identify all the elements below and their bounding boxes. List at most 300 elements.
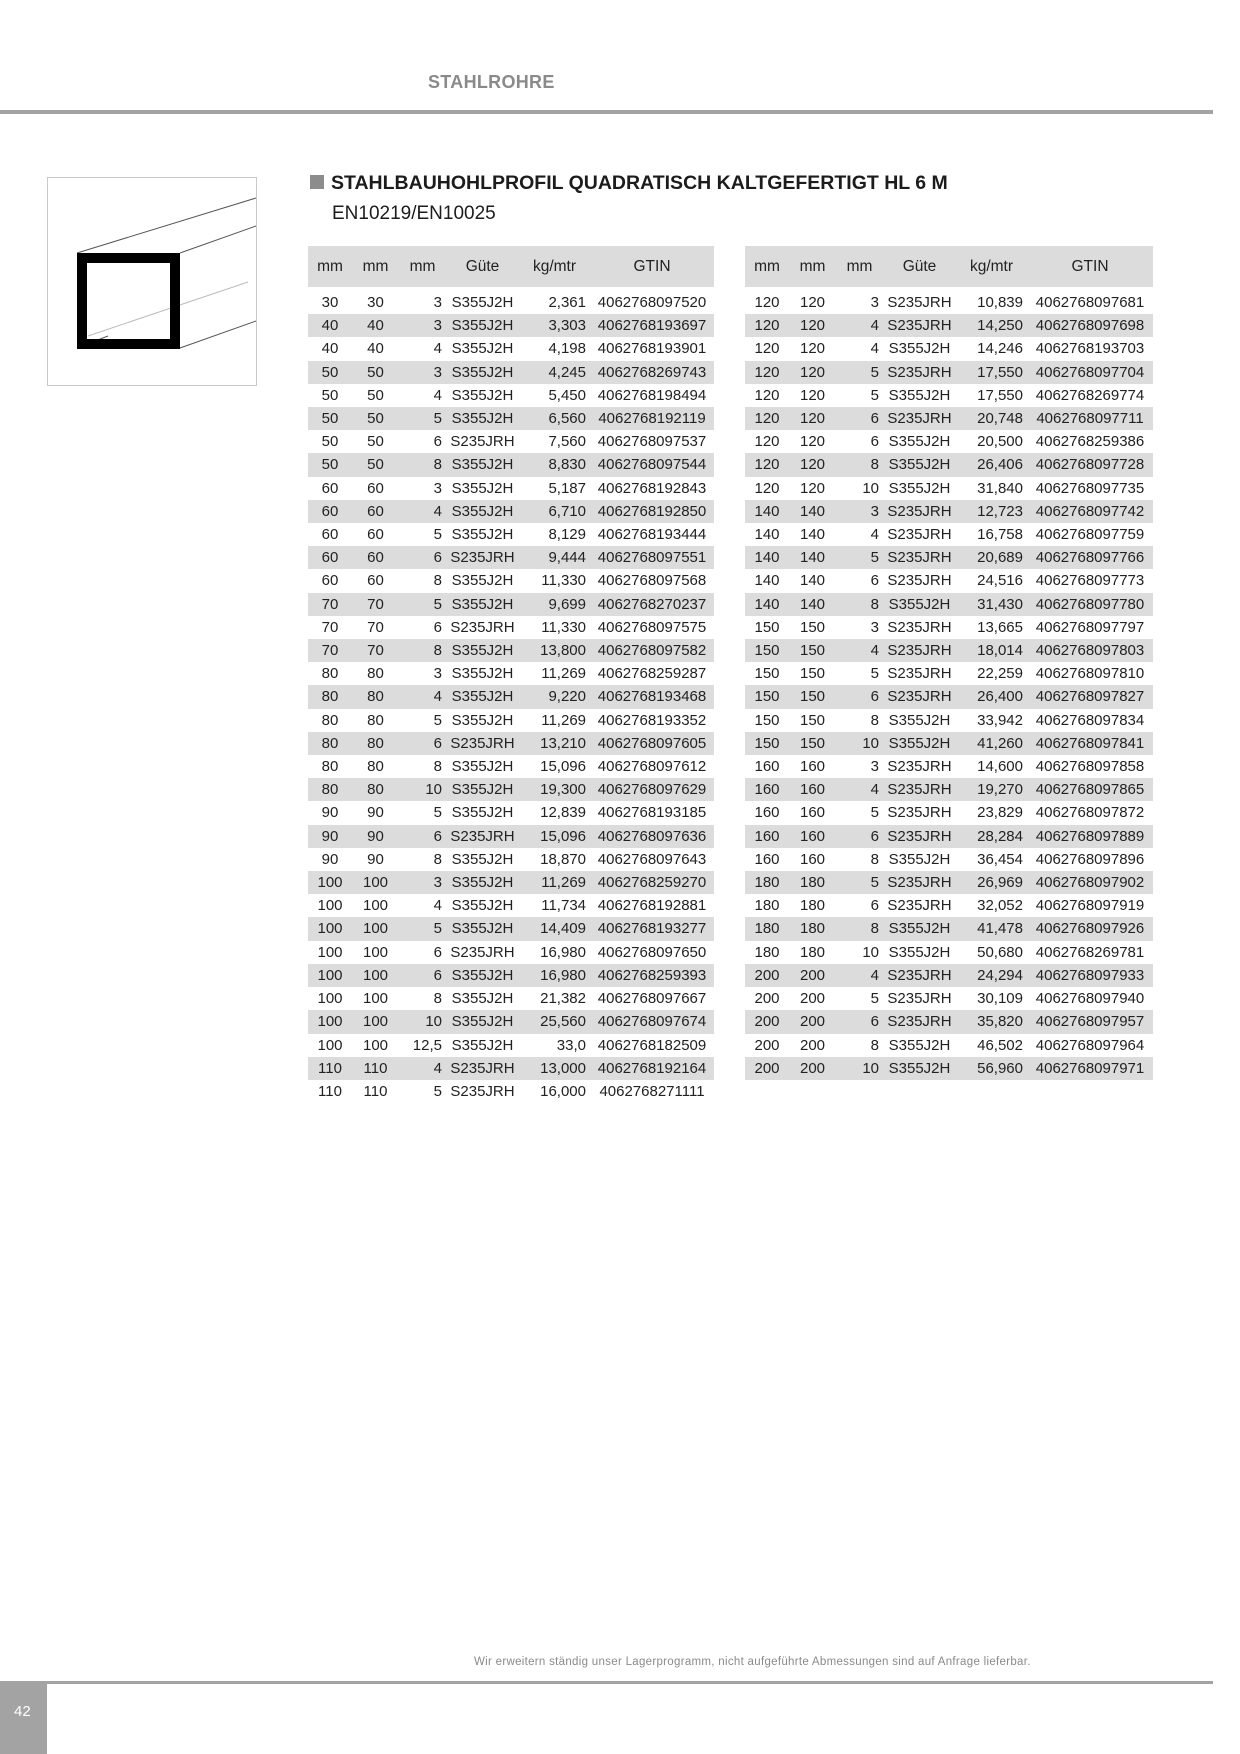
table-row — [745, 732, 1153, 755]
cell-gtin: 4062768192843 — [597, 479, 707, 497]
cell-grade: S355J2H — [446, 871, 519, 894]
cell-gtin: 4062768097711 — [1027, 407, 1153, 430]
cell-height: 200 — [799, 990, 826, 1008]
cell-gtin: 4062768097858 — [1035, 758, 1145, 776]
cell-height: 150 — [799, 618, 826, 636]
cell-thickness: 5 — [399, 593, 446, 616]
cell-width: 100 — [317, 990, 343, 1008]
cell-grade: S355J2H — [883, 732, 956, 755]
cell-height: 120 — [799, 294, 826, 311]
cell-width: 120 — [754, 340, 780, 358]
cell-gtin: 4062768193901 — [597, 340, 707, 358]
section-subtitle: EN10219/EN10025 — [332, 203, 496, 224]
cell-width: 50 — [308, 407, 352, 430]
cell-weight: 18,870 — [540, 850, 586, 868]
cell-thickness: 3 — [433, 479, 442, 497]
cell-width: 60 — [321, 526, 339, 544]
cell-weight: 23,829 — [977, 804, 1023, 822]
cell-height: 100 — [352, 917, 399, 940]
cell-height: 70 — [367, 618, 384, 636]
cell-weight: 21,382 — [540, 990, 586, 1008]
column-header-gtin: GTIN — [590, 246, 714, 287]
cell-grade: S235JRH — [883, 361, 956, 384]
table-row — [308, 941, 714, 964]
table-row — [745, 616, 1153, 639]
cell-width: 180 — [754, 897, 780, 915]
cell-thickness: 8 — [433, 572, 442, 590]
cell-width: 180 — [754, 943, 780, 961]
cell-grade: S235JRH — [883, 500, 956, 523]
cell-thickness: 5 — [870, 804, 879, 822]
cell-gtin: 4062768097544 — [590, 453, 714, 476]
cell-weight: 16,980 — [540, 943, 586, 961]
cell-width: 80 — [308, 732, 352, 755]
cell-width: 160 — [754, 804, 780, 822]
cell-thickness: 4 — [399, 1057, 446, 1080]
cell-weight: 14,250 — [956, 314, 1027, 337]
dimensions-table-right — [745, 246, 1153, 1080]
column-header-height: mm — [789, 246, 836, 287]
cell-height: 80 — [367, 758, 384, 776]
cell-grade: S355J2H — [446, 500, 519, 523]
cell-height: 100 — [362, 943, 389, 961]
cell-height: 150 — [789, 685, 836, 708]
cell-width: 40 — [321, 340, 339, 358]
cell-weight: 16,758 — [977, 526, 1023, 544]
cell-grade: S235JRH — [883, 314, 956, 337]
cell-grade: S355J2H — [888, 1036, 951, 1054]
cell-thickness: 3 — [399, 361, 446, 384]
cell-width: 200 — [745, 964, 789, 987]
cell-weight: 7,560 — [548, 433, 586, 451]
cell-height: 180 — [799, 897, 826, 915]
table-row — [745, 755, 1153, 778]
cell-height: 90 — [352, 825, 399, 848]
cell-gtin: 4062768097971 — [1027, 1057, 1153, 1080]
cell-gtin: 4062768097834 — [1035, 711, 1145, 729]
cell-grade: S235JRH — [887, 294, 952, 311]
cell-height: 50 — [352, 407, 399, 430]
table-row — [308, 430, 714, 453]
cell-width: 80 — [321, 665, 339, 683]
cell-weight: 19,300 — [519, 778, 590, 801]
cell-thickness: 10 — [836, 1057, 883, 1080]
cell-grade: S355J2H — [451, 526, 514, 544]
cell-thickness: 3 — [399, 871, 446, 894]
cell-weight: 56,960 — [956, 1057, 1027, 1080]
cell-weight: 33,942 — [977, 711, 1023, 729]
cell-width: 80 — [308, 778, 352, 801]
cell-weight: 5,450 — [548, 386, 586, 404]
cell-grade: S235JRH — [883, 825, 956, 848]
cell-gtin: 4062768097568 — [597, 572, 707, 590]
cell-grade: S355J2H — [888, 943, 951, 961]
cell-width: 180 — [745, 917, 789, 940]
cell-height: 100 — [352, 964, 399, 987]
cell-grade: S355J2H — [451, 340, 514, 358]
cell-grade: S355J2H — [446, 778, 519, 801]
table-row — [745, 430, 1153, 453]
cell-thickness: 4 — [836, 314, 883, 337]
cell-grade: S355J2H — [446, 407, 519, 430]
cell-height: 160 — [789, 825, 836, 848]
cell-grade: S355J2H — [446, 964, 519, 987]
cell-height: 160 — [799, 758, 826, 776]
table-row — [308, 314, 714, 337]
cell-width: 80 — [321, 711, 339, 729]
table-row — [745, 314, 1153, 337]
table-row — [308, 709, 714, 732]
cell-grade: S235JRH — [446, 825, 519, 848]
cell-weight: 26,406 — [956, 453, 1027, 476]
cell-weight: 41,260 — [956, 732, 1027, 755]
cell-width: 150 — [754, 711, 780, 729]
table-row — [308, 1080, 714, 1103]
cell-grade: S355J2H — [451, 572, 514, 590]
table-row — [308, 407, 714, 430]
table-row — [745, 384, 1153, 407]
cell-grade: S355J2H — [883, 593, 956, 616]
cell-grade: S235JRH — [887, 897, 952, 915]
cell-gtin: 4062768097582 — [590, 639, 714, 662]
cell-thickness: 6 — [870, 572, 879, 590]
cell-grade: S235JRH — [887, 990, 952, 1008]
cell-height: 120 — [799, 340, 826, 358]
column-header-grade: Güte — [883, 246, 956, 287]
cell-weight: 4,198 — [548, 340, 586, 358]
cell-gtin: 4062768259393 — [590, 964, 714, 987]
cell-thickness: 10 — [862, 479, 879, 497]
cell-width: 50 — [321, 386, 339, 404]
cell-thickness: 5 — [433, 711, 442, 729]
cell-height: 120 — [799, 386, 826, 404]
cell-gtin: 4062768270237 — [590, 593, 714, 616]
cell-width: 120 — [754, 479, 780, 497]
cell-thickness: 8 — [870, 711, 879, 729]
cell-width: 120 — [754, 433, 780, 451]
cell-height: 100 — [362, 1036, 389, 1054]
cell-grade: S355J2H — [888, 850, 951, 868]
table-row — [745, 709, 1153, 732]
cell-height: 60 — [352, 500, 399, 523]
header-divider — [0, 110, 1213, 114]
cell-thickness: 6 — [836, 407, 883, 430]
cell-weight: 3,303 — [519, 314, 590, 337]
cell-height: 100 — [352, 871, 399, 894]
cell-width: 70 — [308, 593, 352, 616]
cell-thickness: 5 — [836, 871, 883, 894]
cell-grade: S355J2H — [883, 1057, 956, 1080]
cell-thickness: 3 — [870, 618, 879, 636]
cell-weight: 14,409 — [519, 917, 590, 940]
cell-gtin: 4062768097650 — [597, 943, 707, 961]
cell-thickness: 6 — [836, 1010, 883, 1033]
cell-thickness: 4 — [836, 964, 883, 987]
cell-width: 50 — [321, 433, 339, 451]
cell-height: 100 — [352, 1010, 399, 1033]
cell-weight: 18,014 — [956, 639, 1027, 662]
cell-gtin: 4062768097872 — [1035, 804, 1145, 822]
column-header-weight: kg/mtr — [519, 246, 590, 287]
cell-thickness: 5 — [870, 386, 879, 404]
cell-grade: S355J2H — [446, 314, 519, 337]
cell-grade: S355J2H — [888, 386, 951, 404]
cell-width: 200 — [754, 990, 780, 1008]
cell-weight: 13,000 — [519, 1057, 590, 1080]
cell-weight: 13,210 — [519, 732, 590, 755]
cell-height: 60 — [367, 479, 384, 497]
cell-height: 150 — [789, 732, 836, 755]
cell-gtin: 4062768259270 — [590, 871, 714, 894]
cell-weight: 17,550 — [956, 361, 1027, 384]
cell-gtin: 4062768097841 — [1027, 732, 1153, 755]
cell-grade: S235JRH — [887, 665, 952, 683]
table-row — [745, 569, 1153, 592]
cell-width: 150 — [745, 639, 789, 662]
cell-weight: 16,980 — [519, 964, 590, 987]
cell-grade: S355J2H — [883, 917, 956, 940]
cell-grade: S235JRH — [883, 546, 956, 569]
table-row — [745, 453, 1153, 476]
cell-gtin: 4062768097957 — [1027, 1010, 1153, 1033]
table-row — [745, 917, 1153, 940]
cell-weight: 12,839 — [540, 804, 586, 822]
cell-thickness: 4 — [870, 340, 879, 358]
table-row — [745, 291, 1153, 314]
cell-thickness: 4 — [870, 526, 879, 544]
cell-gtin: 4062768193703 — [1035, 340, 1145, 358]
cell-weight: 11,330 — [541, 618, 586, 636]
table-row — [745, 778, 1153, 801]
cell-grade: S235JRH — [446, 732, 519, 755]
cell-gtin: 4062768193697 — [590, 314, 714, 337]
cell-weight: 11,734 — [541, 897, 586, 915]
cell-weight: 32,052 — [977, 897, 1023, 915]
cell-height: 100 — [362, 990, 389, 1008]
cell-weight: 9,699 — [519, 593, 590, 616]
cell-thickness: 4 — [433, 386, 442, 404]
cell-height: 120 — [799, 433, 826, 451]
cell-height: 140 — [789, 500, 836, 523]
cell-width: 30 — [321, 294, 339, 311]
cell-thickness: 10 — [836, 732, 883, 755]
cell-gtin: 4062768097742 — [1027, 500, 1153, 523]
cell-width: 100 — [317, 897, 343, 915]
table-row — [745, 848, 1153, 871]
cell-grade: S235JRH — [883, 964, 956, 987]
cell-grade: S355J2H — [888, 711, 951, 729]
cell-weight: 26,400 — [956, 685, 1027, 708]
table-row — [745, 825, 1153, 848]
cell-gtin: 4062768097902 — [1027, 871, 1153, 894]
cell-weight: 13,665 — [977, 618, 1023, 636]
cell-weight: 17,550 — [977, 386, 1023, 404]
cell-thickness: 6 — [399, 825, 446, 848]
cell-width: 200 — [745, 1057, 789, 1080]
cell-gtin: 4062768182509 — [597, 1036, 707, 1054]
cell-thickness: 10 — [399, 778, 446, 801]
cell-gtin: 4062768192119 — [590, 407, 714, 430]
table-row — [308, 917, 714, 940]
cell-height: 40 — [367, 340, 384, 358]
cell-height: 70 — [352, 639, 399, 662]
cell-gtin: 4062768097643 — [597, 850, 707, 868]
cell-width: 100 — [308, 964, 352, 987]
cell-thickness: 3 — [433, 665, 442, 683]
cell-width: 140 — [754, 526, 780, 544]
cell-width: 80 — [308, 685, 352, 708]
cell-grade: S355J2H — [451, 1036, 514, 1054]
cell-height: 80 — [352, 778, 399, 801]
cell-width: 140 — [745, 500, 789, 523]
cell-gtin: 4062768097575 — [597, 618, 707, 636]
cell-width: 90 — [321, 804, 339, 822]
table-row — [745, 523, 1153, 546]
cell-height: 120 — [789, 361, 836, 384]
cell-thickness: 8 — [870, 850, 879, 868]
table-row — [308, 453, 714, 476]
cell-width: 90 — [321, 850, 339, 868]
cell-height: 60 — [367, 572, 384, 590]
cell-grade: S355J2H — [451, 665, 514, 683]
cell-gtin: 4062768097551 — [590, 546, 714, 569]
cell-width: 60 — [321, 479, 339, 497]
cell-width: 50 — [308, 361, 352, 384]
cell-height: 140 — [789, 593, 836, 616]
cell-weight: 20,748 — [956, 407, 1027, 430]
table-row — [308, 987, 714, 1010]
cell-weight: 19,270 — [956, 778, 1027, 801]
table-row — [308, 384, 714, 407]
cell-grade: S235JRH — [446, 1057, 519, 1080]
cell-gtin: 4062768097865 — [1027, 778, 1153, 801]
cell-gtin: 4062768192881 — [597, 897, 707, 915]
cell-weight: 8,129 — [548, 526, 586, 544]
cell-thickness: 3 — [433, 294, 442, 311]
cell-gtin: 4062768097704 — [1027, 361, 1153, 384]
cell-weight: 46,502 — [977, 1036, 1023, 1054]
cell-thickness: 8 — [433, 850, 442, 868]
cell-width: 100 — [308, 917, 352, 940]
cell-gtin: 4062768097964 — [1035, 1036, 1145, 1054]
cell-thickness: 4 — [433, 897, 442, 915]
cell-width: 140 — [745, 593, 789, 616]
cell-thickness: 3 — [399, 314, 446, 337]
cell-grade: S235JRH — [887, 572, 952, 590]
cell-gtin: 4062768097780 — [1027, 593, 1153, 616]
cell-thickness: 6 — [433, 943, 442, 961]
cell-weight: 24,516 — [977, 572, 1023, 590]
cell-weight: 11,269 — [519, 871, 590, 894]
cell-thickness: 5 — [399, 407, 446, 430]
cell-thickness: 6 — [870, 433, 879, 451]
cell-width: 120 — [745, 361, 789, 384]
table-row — [308, 500, 714, 523]
cell-weight: 50,680 — [977, 943, 1023, 961]
cell-thickness: 4 — [399, 685, 446, 708]
cell-thickness: 6 — [836, 685, 883, 708]
cell-weight: 16,000 — [540, 1082, 586, 1100]
cell-weight: 9,444 — [519, 546, 590, 569]
cell-gtin: 4062768193185 — [597, 804, 707, 822]
cell-thickness: 4 — [836, 778, 883, 801]
cell-thickness: 5 — [433, 526, 442, 544]
cell-height: 120 — [789, 453, 836, 476]
cell-width: 150 — [745, 685, 789, 708]
cell-width: 60 — [308, 500, 352, 523]
cell-weight: 4,245 — [519, 361, 590, 384]
cell-gtin: 4062768097520 — [597, 294, 707, 311]
table-row — [745, 1034, 1153, 1057]
cell-weight: 12,723 — [956, 500, 1027, 523]
cell-width: 50 — [308, 453, 352, 476]
table-row — [745, 1010, 1153, 1033]
table-row — [308, 801, 714, 824]
cell-grade: S235JRH — [450, 943, 515, 961]
table-row — [745, 546, 1153, 569]
cell-gtin: 4062768097759 — [1035, 526, 1145, 544]
table-row — [308, 1010, 714, 1033]
column-header-thickness: mm — [399, 246, 446, 287]
cell-height: 150 — [789, 639, 836, 662]
cell-height: 180 — [799, 943, 826, 961]
cell-width: 150 — [754, 665, 780, 683]
cell-height: 110 — [363, 1082, 388, 1100]
column-header-height: mm — [352, 246, 399, 287]
cell-weight: 33,0 — [556, 1036, 586, 1054]
cell-grade: S355J2H — [446, 593, 519, 616]
table-row — [308, 639, 714, 662]
table-row — [745, 871, 1153, 894]
cell-gtin: 4062768097698 — [1027, 314, 1153, 337]
cell-gtin: 4062768097636 — [590, 825, 714, 848]
cell-weight: 11,330 — [541, 572, 586, 590]
dimensions-table-left — [308, 246, 714, 1103]
footer-note: Wir erweitern ständig unser Lagerprogramm, nicht aufgeführte Abmessungen sind auf Anfrage lieferbar. — [474, 1656, 1031, 1668]
cell-thickness: 10 — [862, 943, 879, 961]
cell-thickness: 5 — [433, 804, 442, 822]
cell-grade: S235JRH — [883, 685, 956, 708]
cell-thickness: 12,5 — [412, 1036, 442, 1054]
cell-grade: S235JRH — [887, 618, 952, 636]
cell-gtin: 4062768097896 — [1035, 850, 1145, 868]
cell-gtin: 4062768097827 — [1027, 685, 1153, 708]
cell-weight: 20,689 — [956, 546, 1027, 569]
cell-grade: S355J2H — [446, 917, 519, 940]
cell-grade: S355J2H — [888, 340, 951, 358]
cell-grade: S355J2H — [446, 639, 519, 662]
cell-weight: 6,710 — [519, 500, 590, 523]
cell-grade: S355J2H — [451, 804, 514, 822]
cell-gtin: 4062768259287 — [597, 665, 707, 683]
cell-width: 160 — [745, 778, 789, 801]
cell-thickness: 5 — [836, 546, 883, 569]
footer-divider — [47, 1681, 1213, 1684]
cell-grade: S355J2H — [451, 479, 514, 497]
cell-width: 90 — [308, 825, 352, 848]
table-row — [745, 987, 1153, 1010]
cell-gtin: 4062768097803 — [1027, 639, 1153, 662]
table-row — [308, 593, 714, 616]
cell-height: 200 — [789, 964, 836, 987]
cell-weight: 24,294 — [956, 964, 1027, 987]
cell-height: 100 — [362, 897, 389, 915]
cell-gtin: 4062768097919 — [1035, 897, 1145, 915]
cell-height: 50 — [352, 361, 399, 384]
table-header-row — [308, 246, 714, 287]
cell-height: 110 — [352, 1057, 399, 1080]
table-row — [308, 546, 714, 569]
